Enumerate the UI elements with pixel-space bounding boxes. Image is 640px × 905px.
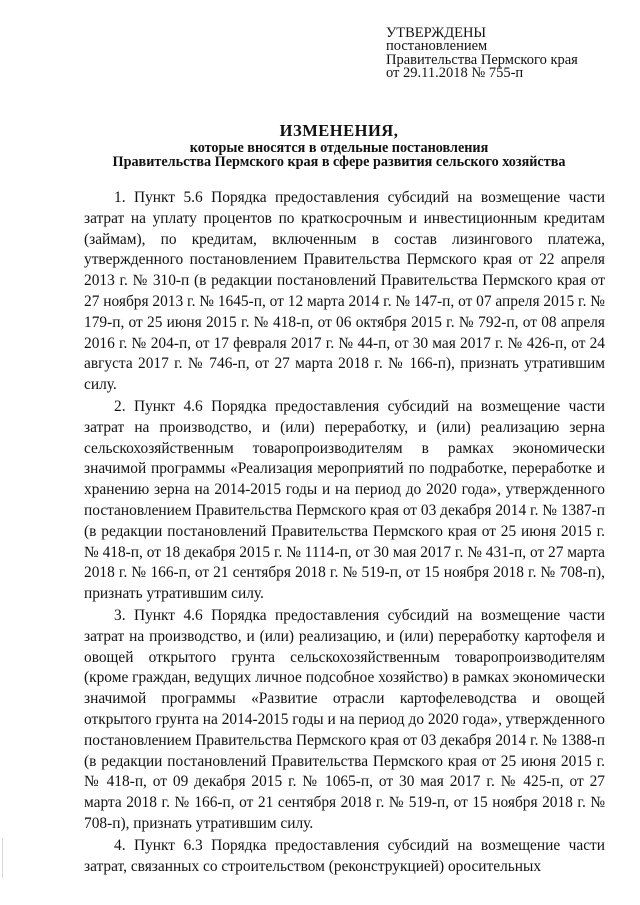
document-body: [84, 188, 605, 877]
paragraph-item-2: 2. Пункт 4.6 Порядка предоставления субсидий на возмещение части затрат на производство, и (или) переработку, и (или) реализацию зерна сельскохозяйственным товаропроизводителям в рамках экономически значимой программы «Реализация мероприятий по подработке, переработке и хранению зерна на 2014-2015 годы и на период до 2020 года», утвержденного постановлением Правительства Пермского края от 03 декабря 2014 г. № 1387-п (в редакции постановлений Правительства Пермского края от 25 июня 2015 г. № 418-п, от 18 декабря 2015 г. № 1114-п, от 30 мая 2017 г. № 431-п, от 27 марта 2018 г. № 166-п, от 21 сентября 2018 г. № 519-п, от 15 ноября 2018 г. № 708-п), признать утратившим силу.: [84, 397, 605, 603]
paragraph-item-3: 3. Пункт 4.6 Порядка предоставления субсидий на возмещение части затрат на производство, и (или) реализацию, и (или) переработку картофеля и овощей открытого грунта сельскохозяйственным товаропроизводителям (кроме граждан, ведущих личное подсобное хозяйство) в рамках экономически значимой программы «Развитие отрасли картофелеводства и овощей открытого грунта на 2014-2015 годы и на период до 2020 года», утвержденного постановлением Правительства Пермского края от 03 декабря 2014 г. № 1388-п (в редакции постановлений Правительства Пермского края от 25 июня 2015 г. № 418-п, от 09 декабря 2015 г. № 1065-п, от 30 мая 2017 г. № 425-п, от 27 марта 2018 г. № 166-п, от 21 сентября 2018 г. № 519-п, от 15 ноября 2018 г. № 708-п), признать утратившим силу.: [84, 606, 605, 832]
document-heading: [74, 121, 604, 169]
approval-authority: Правительства Пермского края: [386, 51, 578, 68]
approval-by-resolution: постановлением: [386, 38, 488, 55]
approval-title: УТВЕРЖДЕНЫ: [386, 25, 487, 41]
approval-stamp: [386, 27, 626, 81]
paragraph-item-1: 1. Пункт 5.6 Порядка предоставления субсидий на возмещение части затрат на уплату процентов по краткосрочным и инвестиционным кредитам (займам), по кредитам, включенным в состав лизингового платежа, утвержденного постановлением Правительства Пермского края от 22 апреля 2013 г. № 310-п (в редакции постановлений Правительства Пермского края от 27 ноября 2013 г. № 1645-п, от 12 марта 2014 г. № 147-п, от 07 апреля 2015 г. № 179-п, от 25 июня 2015 г. № 418-п, от 06 октября 2015 г. № 792-п, от 08 апреля 2016 г. № 204-п, от 17 февраля 2017 г. № 44-п, от 30 мая 2017 г. № 426-п, от 24 августа 2017 г. № 746-п, от 27 марта 2018 г. № 166-п), признать утратившим силу.: [84, 189, 605, 394]
scan-edge-mark: [2, 838, 3, 878]
approval-date-number: от 29.11.2018 № 755-п: [386, 65, 524, 82]
document-title: ИЗМЕНЕНИЯ,: [279, 121, 399, 140]
document-subtitle-line-1: которые вносятся в отдельные постановления: [189, 140, 489, 156]
document-subtitle-line-2: Правительства Пермского края в сфере развития сельского хозяйства: [112, 154, 566, 170]
paragraph-item-4: 4. Пункт 6.3 Порядка предоставления субсидий на возмещение части затрат, связанных со строительством (реконструкцией) оросительных: [84, 836, 605, 875]
